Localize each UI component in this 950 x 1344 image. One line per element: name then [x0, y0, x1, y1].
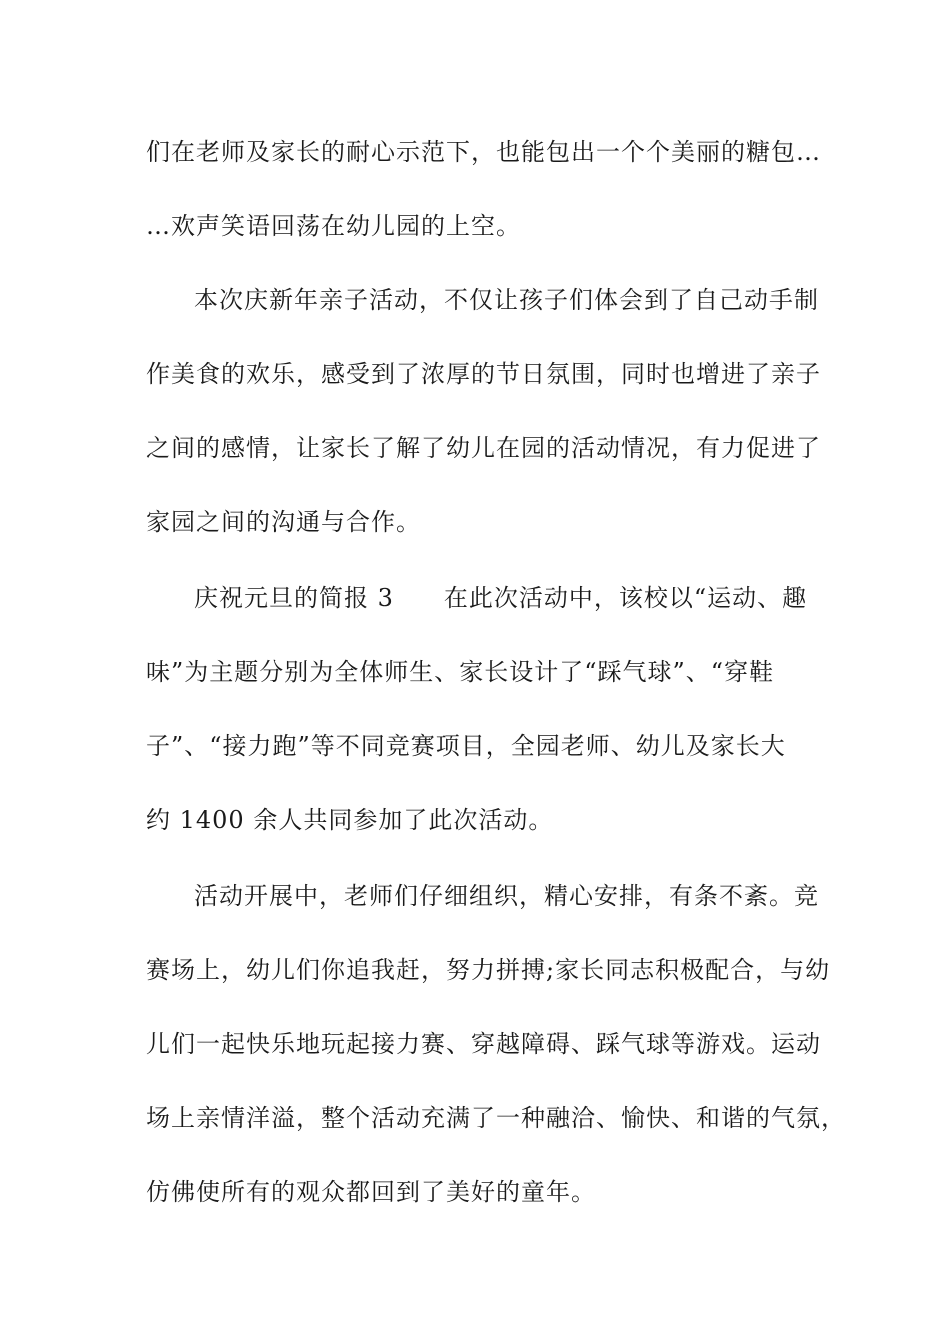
text-line: 家园之间的沟通与合作。	[146, 508, 421, 536]
text-line: 仿佛使所有的观众都回到了美好的童年。	[146, 1178, 596, 1206]
paragraph-start-line: 本次庆新年亲子活动，不仅让孩子们体会到了自己动手制	[194, 286, 819, 314]
text-line: 之间的感情，让家长了解了幼儿在园的活动情况，有力促进了	[146, 434, 821, 462]
text-line: 赛场上，幼儿们你追我赶，努力拼搏;家长同志积极配合，与幼	[146, 956, 831, 984]
section-heading-line: 庆祝元旦的简报 3 在此次活动中，该校以“运动、趣	[194, 584, 808, 612]
text-line: 作美食的欢乐，感受到了浓厚的节日氛围，同时也增进了亲子	[146, 360, 821, 388]
text-line: 们在老师及家长的耐心示范下，也能包出一个个美丽的糖包…	[146, 138, 821, 166]
paragraph-start-line: 活动开展中，老师们仔细组织，精心安排，有条不紊。竞	[194, 882, 819, 910]
text-line: 儿们一起快乐地玩起接力赛、穿越障碍、踩气球等游戏。运动	[146, 1030, 821, 1058]
text-line: 子”、“接力跑”等不同竞赛项目，全园老师、幼儿及家长大	[146, 732, 786, 760]
text-line: …欢声笑语回荡在幼儿园的上空。	[146, 212, 521, 240]
text-line: 约 1400 余人共同参加了此次活动。	[146, 806, 554, 834]
text-line: 场上亲情洋溢，整个活动充满了一种融洽、愉快、和谐的气氛，	[146, 1104, 846, 1132]
text-line: 味”为主题分别为全体师生、家长设计了“踩气球”、“穿鞋	[146, 658, 775, 686]
